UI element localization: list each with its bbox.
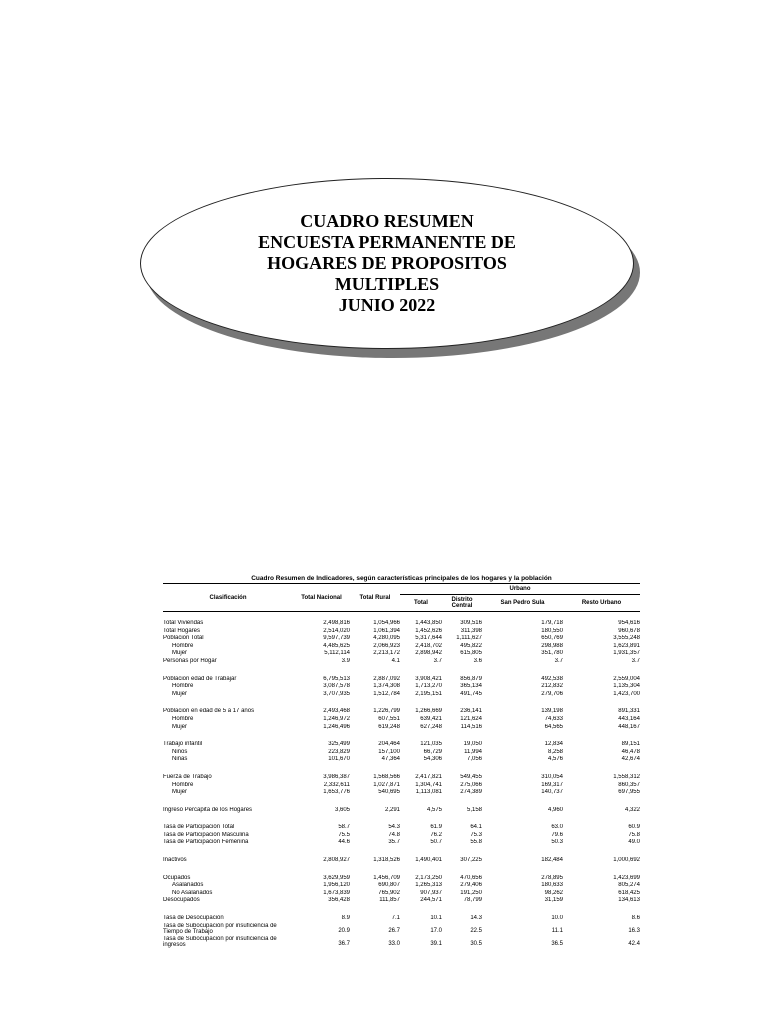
- cell-value: 7,056: [466, 756, 482, 763]
- title-line-4: MULTIPLES: [334, 274, 440, 294]
- cell-value: 75.5: [338, 831, 350, 838]
- row-label: [163, 936, 293, 949]
- cell-value: 856,879: [460, 675, 482, 682]
- header-total: Total: [400, 595, 442, 612]
- cell-value: 121,035: [420, 741, 442, 748]
- cell-value: 74.8: [388, 831, 400, 838]
- row-label: Fuerza de Trabajo: [163, 773, 212, 780]
- spacer-row: [163, 731, 640, 741]
- cell-value: 1,452,626: [415, 627, 442, 634]
- cell-value: 9,597,739: [323, 635, 350, 642]
- cell-value: 35.7: [388, 839, 400, 846]
- cell-value: 39.1: [430, 941, 442, 948]
- cell-value: 64.1: [470, 824, 482, 831]
- table-row: [163, 936, 640, 949]
- cell-value: 134,613: [618, 897, 640, 904]
- cell-value: 4,485,625: [323, 642, 350, 649]
- cell-value: 1,374,308: [373, 683, 400, 690]
- table-caption: Cuadro Resumen de Indicadores, según características principales de los hogares y la población: [251, 575, 552, 582]
- cell-value: 1,113,081: [415, 789, 442, 796]
- cell-value: 3,555,248: [613, 635, 640, 642]
- cell-value: 697,955: [618, 789, 640, 796]
- cell-value: 1,512,784: [373, 690, 400, 697]
- cell-value: 2,808,927: [323, 857, 350, 864]
- cell-value: 6,795,513: [323, 675, 350, 682]
- cell-value: 1,265,313: [415, 882, 442, 889]
- cell-value: 3,908,421: [415, 675, 442, 682]
- cell-value: 7.1: [391, 915, 400, 922]
- cell-value: 2,066,923: [373, 642, 400, 649]
- cell-value: 279,706: [541, 690, 563, 697]
- cell-value: 805,274: [618, 882, 640, 889]
- row-label: Inactivos: [163, 857, 187, 864]
- cell-value: 16.3: [628, 928, 640, 935]
- row-label: Poblacion Total: [163, 635, 204, 642]
- cell-value: 19,050: [463, 741, 482, 748]
- cell-value: 44.6: [338, 839, 350, 846]
- row-label: Asalariados: [172, 882, 204, 889]
- cell-value: 36.7: [338, 941, 350, 948]
- cell-value: 307,225: [460, 857, 482, 864]
- cell-value: 1,135,304: [613, 683, 640, 690]
- cell-value: 2,418,702: [415, 642, 442, 649]
- title-line-2: ENCUESTA PERMANENTE DE: [258, 232, 516, 252]
- cell-value: 50.7: [430, 839, 442, 846]
- spacer-row: [163, 865, 640, 875]
- cell-value: 191,250: [460, 889, 482, 896]
- cell-value: 311,398: [460, 627, 482, 634]
- header-total-rural: Total Rural: [350, 584, 400, 612]
- cell-value: 2,213,172: [373, 650, 400, 657]
- row-label: Tasa de Participación Femenina: [163, 839, 249, 846]
- header-resto-urbano: Resto Urbano: [563, 595, 640, 612]
- header-distrito-central: Distrito Central: [442, 595, 482, 612]
- table-row: [163, 643, 640, 651]
- cell-value: 121,624: [460, 715, 482, 722]
- cell-value: 74,633: [544, 715, 563, 722]
- table-row: [163, 628, 640, 636]
- cell-value: 212,832: [541, 683, 563, 690]
- row-label: Total Hogares: [163, 627, 201, 634]
- cell-value: 1,623,891: [613, 642, 640, 649]
- cell-value: 180,550: [541, 627, 563, 634]
- table-row: [163, 635, 640, 643]
- cell-value: 10.1: [430, 915, 442, 922]
- row-label-line-1: Tasa de Subocupación por insuficiencia de: [163, 922, 277, 929]
- cell-value: 1,443,850: [415, 620, 442, 626]
- spacer-row: [163, 698, 640, 708]
- cell-value: 907,937: [420, 889, 442, 896]
- cell-value: 2,498,816: [323, 620, 350, 626]
- cell-value: 1,000,692: [613, 857, 640, 864]
- row-label: Trabajo infantil: [163, 741, 203, 748]
- cell-value: 2,887,092: [373, 675, 400, 682]
- spacer-row: [163, 666, 640, 676]
- cell-value: 2,332,611: [323, 781, 350, 788]
- table-row: [163, 691, 640, 699]
- row-label: No Asalariados: [172, 889, 213, 896]
- cell-value: 10.0: [551, 915, 563, 922]
- table-row: [163, 756, 640, 764]
- cell-value: 960,678: [618, 627, 640, 634]
- cell-value: 278,895: [541, 874, 563, 881]
- row-label: [163, 923, 293, 936]
- cell-value: 17.0: [430, 928, 442, 935]
- cell-value: 244,571: [420, 897, 442, 904]
- cell-value: 63.0: [551, 824, 563, 831]
- cell-value: 179,718: [541, 620, 563, 626]
- row-label: Tasa de Participación Total: [163, 824, 235, 831]
- cell-value: 169,317: [541, 781, 563, 788]
- cell-value: 8,258: [547, 748, 563, 755]
- cell-value: 3.7: [433, 657, 442, 664]
- cell-value: 607,551: [378, 715, 400, 722]
- row-label: Personas por Hogar: [163, 657, 217, 664]
- cell-value: 114,516: [460, 723, 482, 730]
- table-row: [163, 890, 640, 898]
- cell-value: 765,902: [378, 889, 400, 896]
- summary-table: [163, 583, 640, 949]
- cell-value: 180,633: [541, 882, 563, 889]
- table-row: [163, 832, 640, 840]
- cell-value: 8.9: [341, 915, 350, 922]
- cell-value: 11.1: [551, 928, 563, 935]
- cell-value: 3.7: [631, 657, 640, 664]
- cell-value: 5,158: [466, 806, 482, 813]
- cell-value: 2,291: [384, 806, 400, 813]
- cell-value: 14.3: [470, 915, 482, 922]
- cell-value: 470,656: [460, 874, 482, 881]
- row-label-line-2: Tiempo de Trabajo: [163, 929, 213, 936]
- table-row: [163, 897, 640, 905]
- cell-value: 549,455: [460, 773, 482, 780]
- cell-value: 2,195,151: [415, 690, 442, 697]
- cell-value: 36.5: [551, 941, 563, 948]
- spacer-row: [163, 797, 640, 807]
- table-row: [163, 789, 640, 797]
- summary-table-section: [163, 574, 640, 949]
- row-label: Ocupados: [163, 874, 191, 881]
- table-row: [163, 724, 640, 732]
- row-label: Total Viviendas: [163, 620, 204, 626]
- cell-value: 89,151: [621, 741, 640, 748]
- cell-value: 78,799: [463, 897, 482, 904]
- cell-value: 325,499: [328, 741, 350, 748]
- cell-value: 139,198: [541, 708, 563, 715]
- cell-value: 98,262: [544, 889, 563, 896]
- row-label: Tasa de Participación Masculina: [163, 831, 249, 838]
- cell-value: 4,576: [547, 756, 563, 763]
- spacer-row: [163, 814, 640, 824]
- table-row: [163, 782, 640, 790]
- cell-value: 61.9: [430, 824, 442, 831]
- cell-value: 1,568,566: [373, 773, 400, 780]
- title-ellipse: [140, 178, 640, 358]
- row-label: Hombre: [172, 781, 194, 788]
- cell-value: 60.9: [628, 824, 640, 831]
- cell-value: 365,134: [460, 683, 482, 690]
- cell-value: 1,423,699: [613, 874, 640, 881]
- cell-value: 492,538: [541, 675, 563, 682]
- cell-value: 954,616: [618, 620, 640, 626]
- cell-value: 64,565: [544, 723, 563, 730]
- table-row: [163, 749, 640, 757]
- cell-value: 310,054: [541, 773, 563, 780]
- row-label: Poblacion en edad de 5 a 17 años: [163, 708, 255, 715]
- cell-value: 1,713,270: [415, 683, 442, 690]
- cell-value: 55.8: [470, 839, 482, 846]
- cell-value: 2,417,821: [415, 773, 442, 780]
- table-row: [163, 741, 640, 749]
- row-label: Tasa de Desocupación: [163, 915, 224, 922]
- table-row: [163, 683, 640, 691]
- cell-value: 275,066: [460, 781, 482, 788]
- cell-value: 20.9: [338, 928, 350, 935]
- cell-value: 495,822: [460, 642, 482, 649]
- cell-value: 4,322: [624, 806, 640, 813]
- cell-value: 3,629,959: [323, 874, 350, 881]
- cell-value: 639,421: [420, 715, 442, 722]
- cell-value: 157,100: [378, 748, 400, 755]
- row-label: Mujer: [172, 650, 188, 657]
- table-row: [163, 807, 640, 815]
- cell-value: 8.6: [631, 915, 640, 922]
- cell-value: 140,737: [541, 789, 563, 796]
- cell-value: 650,769: [541, 635, 563, 642]
- row-label: Niñas: [172, 756, 188, 763]
- row-label: Niños: [172, 748, 188, 755]
- cell-value: 891,331: [618, 708, 640, 715]
- cell-value: 75.3: [470, 831, 482, 838]
- cell-value: 1,956,120: [323, 882, 350, 889]
- cell-value: 443,164: [618, 715, 640, 722]
- table-row: [163, 882, 640, 890]
- header-san-pedro-sula: San Pedro Sula: [482, 595, 563, 612]
- cell-value: 54,306: [423, 756, 442, 763]
- spacer-row: [163, 847, 640, 857]
- cell-value: 79.6: [551, 831, 563, 838]
- cell-value: 33.0: [388, 941, 400, 948]
- cell-value: 3.7: [554, 657, 563, 664]
- header-clasificacion: Clasificación: [163, 584, 293, 612]
- cell-value: 12,834: [544, 741, 563, 748]
- cell-value: 618,425: [618, 889, 640, 896]
- title-line-3: HOGARES DE PROPOSITOS: [267, 253, 507, 273]
- row-label-line-1: Tasa de Subocupación por insuficiencia de: [163, 935, 277, 942]
- cell-value: 66,729: [423, 748, 442, 755]
- cell-value: 76.2: [430, 831, 442, 838]
- cell-value: 22.5: [470, 928, 482, 935]
- header-urbano: Urbano: [400, 584, 640, 595]
- table-row: [163, 708, 640, 716]
- cell-value: 2,559,004: [613, 675, 640, 682]
- table-row: [163, 839, 640, 847]
- cell-value: 111,857: [379, 897, 400, 904]
- cell-value: 274,389: [460, 789, 482, 796]
- spacer-row: [163, 764, 640, 774]
- cell-value: 1,246,972: [323, 715, 350, 722]
- cell-value: 1,027,871: [373, 781, 400, 788]
- row-label-line-2: ingresos: [163, 942, 186, 949]
- cell-value: 3,605: [334, 806, 350, 813]
- cell-value: 1,423,700: [613, 690, 640, 697]
- cell-value: 448,167: [618, 723, 640, 730]
- cell-value: 2,898,942: [415, 650, 442, 657]
- cell-value: 75.8: [628, 831, 640, 838]
- cell-value: 1,111,627: [456, 635, 482, 642]
- cell-value: 4,280,095: [373, 635, 400, 642]
- cell-value: 540,695: [378, 789, 400, 796]
- ellipse: [140, 178, 634, 349]
- cell-value: 223,829: [328, 748, 350, 755]
- cell-value: 42,674: [621, 756, 640, 763]
- cell-value: 4,960: [547, 806, 563, 813]
- cell-value: 351,780: [541, 650, 563, 657]
- cell-value: 5,112,114: [324, 650, 350, 657]
- row-label: Hombre: [172, 715, 194, 722]
- table-row: [163, 915, 640, 923]
- cell-value: 1,246,496: [323, 723, 350, 730]
- cell-value: 47,364: [381, 756, 400, 763]
- cell-value: 1,054,966: [373, 620, 400, 626]
- cell-value: 46,478: [621, 748, 640, 755]
- cell-value: 3,087,578: [323, 683, 350, 690]
- table-row: [163, 923, 640, 936]
- row-label: Ingreso Percapita de los Hogares: [163, 806, 253, 813]
- cell-value: 279,406: [460, 882, 482, 889]
- cell-value: 4,575: [426, 806, 442, 813]
- cell-value: 1,653,776: [323, 789, 350, 796]
- row-label: Mujer: [172, 789, 188, 796]
- cell-value: 690,807: [378, 882, 400, 889]
- table-row: [163, 658, 640, 666]
- cell-value: 50.3: [551, 839, 563, 846]
- cell-value: 1,061,394: [373, 627, 400, 634]
- cell-value: 2,173,250: [415, 874, 442, 881]
- cell-value: 3.9: [341, 657, 350, 664]
- row-label: Mujer: [172, 690, 188, 697]
- cell-value: 1,931,357: [613, 650, 640, 657]
- spacer-row: [163, 905, 640, 915]
- cell-value: 204,464: [378, 741, 400, 748]
- table-row: [163, 774, 640, 782]
- table-row: [163, 824, 640, 832]
- cell-value: 31,159: [544, 897, 563, 904]
- cell-value: 298,988: [541, 642, 563, 649]
- cell-value: 615,805: [460, 650, 482, 657]
- cell-value: 4.1: [391, 657, 400, 664]
- table-row: [163, 716, 640, 724]
- cell-value: 1,490,401: [415, 857, 442, 864]
- cell-value: 1,266,669: [415, 708, 442, 715]
- cell-value: 1,304,741: [415, 781, 442, 788]
- cell-value: 1,558,312: [613, 773, 640, 780]
- header-total-nacional: Total Nacional: [293, 584, 350, 612]
- cell-value: 3,986,387: [323, 773, 350, 780]
- cell-value: 3,707,935: [323, 690, 350, 697]
- cell-value: 619,248: [378, 723, 400, 730]
- cell-value: 49.0: [628, 839, 640, 846]
- spacer-row: [163, 612, 640, 621]
- cell-value: 2,493,468: [323, 708, 350, 715]
- table-body: [163, 612, 640, 949]
- title-line-1: CUADRO RESUMEN: [300, 211, 474, 231]
- table-row: [163, 650, 640, 658]
- table-row: [163, 676, 640, 684]
- cell-value: 5,317,644: [415, 635, 442, 642]
- row-label: Mujer: [172, 723, 188, 730]
- cell-value: 236,141: [460, 708, 482, 715]
- cell-value: 1,673,839: [323, 889, 350, 896]
- cell-value: 26.7: [388, 928, 400, 935]
- cell-value: 2,514,020: [323, 627, 350, 634]
- cell-value: 54.3: [388, 824, 400, 831]
- table-row: [163, 875, 640, 883]
- cell-value: 3.6: [473, 657, 482, 664]
- cell-value: 627,248: [420, 723, 442, 730]
- cell-value: 42.4: [628, 941, 640, 948]
- cell-value: 860,357: [618, 781, 640, 788]
- cell-value: 491,745: [460, 690, 482, 697]
- title-line-5: JUNIO 2022: [338, 295, 436, 315]
- row-label: Hombre: [172, 683, 194, 690]
- table-row: [163, 620, 640, 628]
- row-label: Desocupados: [163, 897, 200, 904]
- cell-value: 30.5: [470, 941, 482, 948]
- row-label: Poblacion edad de Trabajar: [163, 675, 237, 682]
- cell-value: 1,456,709: [373, 874, 400, 881]
- cell-value: 1,318,526: [373, 857, 400, 864]
- cell-value: 356,428: [328, 897, 350, 904]
- cell-value: 11,994: [464, 748, 482, 755]
- cell-value: 1,226,799: [373, 708, 400, 715]
- cell-value: 58.7: [338, 824, 350, 831]
- cell-value: 182,484: [541, 857, 563, 864]
- row-label: Hombre: [172, 642, 194, 649]
- cell-value: 309,516: [460, 620, 482, 626]
- cell-value: 101,670: [328, 756, 350, 763]
- table-row: [163, 857, 640, 865]
